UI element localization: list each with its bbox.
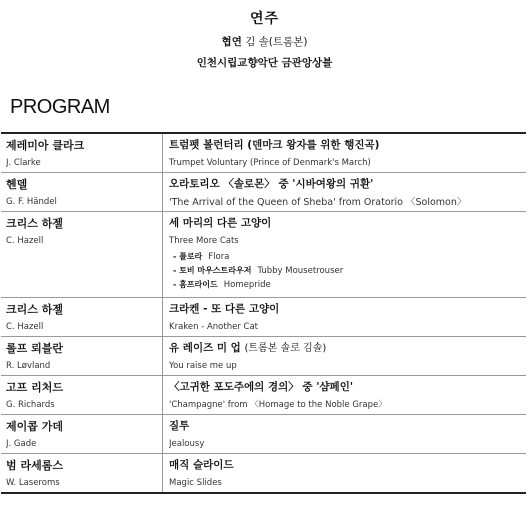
composer-ko: 제레미아 클라크 xyxy=(6,139,85,152)
piece-cell xyxy=(163,212,527,298)
movement-en: Flora xyxy=(208,252,230,262)
piece-title-ko: 질투 xyxy=(169,420,190,432)
table-row xyxy=(1,212,526,298)
composer-ko: 롤프 뢰블란 xyxy=(6,342,63,355)
table-row xyxy=(1,415,526,454)
composer-en: C. Hazell xyxy=(6,322,44,332)
composer-cell xyxy=(1,454,163,494)
composer-en: J. Gade xyxy=(6,439,37,449)
concert-header xyxy=(0,8,529,70)
piece-title-ko-line xyxy=(169,337,526,360)
piece-title-en: 'Champagne' from 〈Homage to the Noble Grape〉 xyxy=(169,400,387,410)
piece-title-en: You raise me up xyxy=(169,361,237,371)
soloist-line xyxy=(0,34,529,49)
piece-cell xyxy=(163,454,527,494)
ensemble-name: 인천시립교향악단 금관앙상블 xyxy=(196,57,333,69)
movement-ko: - 토비 마우스트라우저 xyxy=(173,266,252,275)
composer-en: G. Richards xyxy=(6,400,55,410)
movement-ko: - 홈프라이드 xyxy=(173,280,218,289)
composer-ko: 헨델 xyxy=(6,178,28,191)
program-heading: PROGRAM xyxy=(10,96,110,118)
piece-title-ko: 매직 슬라이드 xyxy=(169,459,234,471)
table-row xyxy=(1,133,526,173)
composer-en: J. Clarke xyxy=(6,158,41,168)
piece-title-en: Magic Slides xyxy=(169,478,222,488)
movement-en: Homepride xyxy=(223,280,271,290)
composer-ko: 크리스 하젤 xyxy=(6,303,63,316)
table-row xyxy=(1,337,526,376)
composer-en: G. F. Händel xyxy=(6,197,57,207)
table-row xyxy=(1,298,526,337)
composer-ko: 범 라세롬스 xyxy=(6,459,63,472)
piece-cell xyxy=(163,298,527,337)
composer-cell xyxy=(1,173,163,212)
piece-title-ko: 오라토리오 〈솔로몬〉 중 '시바여왕의 귀환' xyxy=(169,178,374,190)
piece-title-en: Jealousy xyxy=(169,439,205,449)
ensemble-line xyxy=(0,55,529,70)
piece-cell xyxy=(163,337,527,376)
piece-cell xyxy=(163,415,527,454)
piece-title-ko: 트럼펫 볼런터리 (덴마크 왕자를 위한 행진곡) xyxy=(169,139,380,151)
piece-soloist-note: (트롬본 솔로 김솔) xyxy=(244,343,327,354)
piece-title-ko: 크라켄 - 또 다른 고양이 xyxy=(169,303,280,315)
composer-cell xyxy=(1,212,163,298)
program-table xyxy=(1,132,526,494)
composer-en: R. Løvland xyxy=(6,361,51,371)
composer-ko: 크리스 하젤 xyxy=(6,217,63,230)
composer-en: C. Hazell xyxy=(6,236,44,246)
movement-ko: - 플로라 xyxy=(173,252,203,261)
piece-title-ko: 세 마리의 다른 고양이 xyxy=(169,217,272,229)
composer-cell xyxy=(1,376,163,415)
composer-en: W. Laseroms xyxy=(6,478,60,488)
table-row xyxy=(1,454,526,494)
table-row xyxy=(1,173,526,212)
soloist-name: 김 솔(트롬본) xyxy=(245,36,308,48)
piece-cell xyxy=(163,133,527,173)
composer-cell xyxy=(1,337,163,376)
table-row xyxy=(1,376,526,415)
movement-item xyxy=(169,278,526,292)
piece-title-en: Kraken - Another Cat xyxy=(169,322,259,332)
movement-item xyxy=(169,250,526,264)
piece-title-en: Trumpet Voluntary (Prince of Denmark's March) xyxy=(169,158,371,168)
piece-title-ko: 〈고귀한 포도주에의 경의〉 중 '샴페인' xyxy=(169,381,354,393)
piece-title-en: Three More Cats xyxy=(169,236,239,246)
movement-item xyxy=(169,264,526,278)
composer-ko: 제이콥 가데 xyxy=(6,420,63,433)
composer-cell xyxy=(1,415,163,454)
piece-cell xyxy=(163,173,527,212)
composer-cell xyxy=(1,298,163,337)
movement-en: Tubby Mousetrouser xyxy=(257,266,344,276)
piece-title-en: 'The Arrival of the Queen of Sheba' from Oratorio 〈Solomon〉 xyxy=(169,197,467,208)
composer-ko: 고프 리처드 xyxy=(6,381,63,394)
section-title: 연주 xyxy=(249,11,280,27)
soloist-label: 협연 xyxy=(221,36,242,48)
piece-title-ko: 유 레이즈 미 업 xyxy=(169,342,241,354)
piece-cell xyxy=(163,376,527,415)
composer-cell xyxy=(1,133,163,173)
